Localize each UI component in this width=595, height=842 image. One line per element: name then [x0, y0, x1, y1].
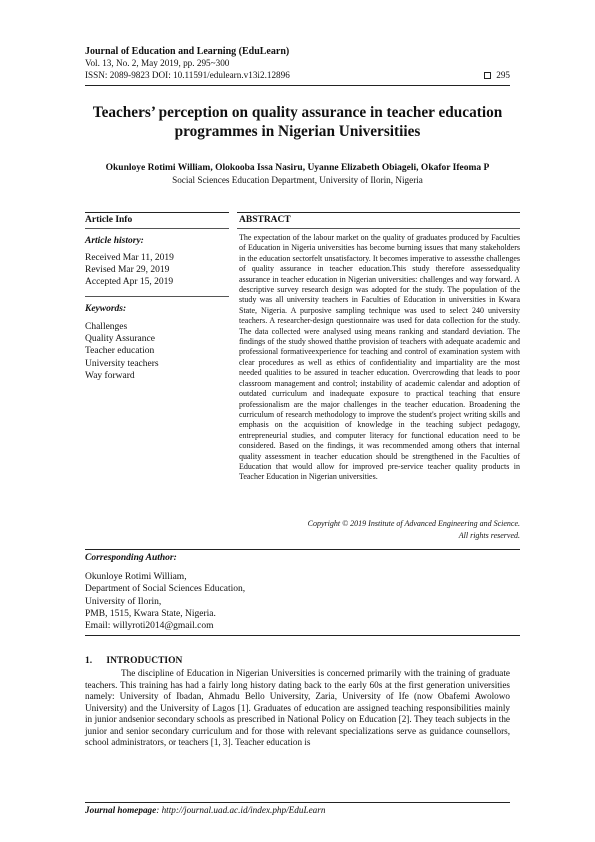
article-info-rule — [85, 228, 229, 229]
title-line-1: Teachers’ perception on quality assurance in teacher education — [92, 104, 503, 121]
keywords-rule — [85, 296, 229, 297]
corresponding-bottom-rule — [85, 635, 520, 636]
article-info-heading: Article Info — [85, 215, 133, 225]
footer-homepage — [85, 805, 325, 815]
history-received: Received Mar 11, 2019 — [85, 253, 174, 263]
corresponding-name: Okunloye Rotimi William, — [85, 572, 187, 582]
corresponding-top-rule — [85, 549, 520, 550]
abstract-top-rule — [237, 212, 520, 213]
journal-name: Journal of Education and Learning (EduLearn) — [85, 46, 290, 57]
corresponding-details — [85, 571, 245, 632]
corresponding-email: Email: willyroti2014@gmail.com — [85, 621, 214, 632]
keywords-label: Keywords: — [85, 304, 127, 314]
corresponding-department: Department of Social Sciences Education, — [85, 584, 246, 595]
journal-volume: Vol. 13, No. 2, May 2019, pp. 295~300 — [85, 58, 230, 68]
journal-issn-doi: ISSN: 2089-9823 DOI: 10.11591/edulearn.v13i2.12896 — [85, 70, 290, 80]
paper-title — [85, 104, 510, 141]
page-number: 295 — [496, 70, 510, 80]
keyword-item: Way forward — [85, 370, 135, 381]
keyword-item: Quality Assurance — [85, 334, 155, 345]
abstract-body: The expectation of the labour market on the quality of graduates produced by Faculties of Education in Nigeria universities has become burning issues that many stakeholders in the education sectorfelt unsatisfactory. It becomes imperative to assessthe challenges of quality assurance in teacher education.This study therefore assessedquality assurance in teacher education in Nigerian universities: challenges and way forward. A descriptive survey research design was adopted for the study. The population of the study was all university teachers in Faculties of Education in universities in Kwara State, Nigeria. A purposive sampling technique was used to select 240 university teachers. A researcher-design questionnaire was used for data collection for the study. The data collected were analysed using means ranking and standard deviation. The findings of the study showed thatthe provision of teachers with adequate academic and professional formativeexperience for teaching and control of examination system with clear procedures as well as ethics of confidentiality and impartiality are the most needed qualities to be assured in teacher education. Overcrowding that leads to poor classroom management and control; instability of academic calendar and adoption of outdated curriculum and inadequate exposure to practical teaching that ensure professionalism are the major challenges in the teacher education. Broadening the curriculum of research methodology to improve the student's project writing skills and emphasis on the acquisition of knowledge in the teaching subject pedagogy, entrepreneurial studies, and computer literacy for functional education need to be considered. Based on the findings, it was recommended among others that internal quality assessment in teacher education should be strengthened in the Faculties of Education that would allow for improved pre-service teacher quality products in Teacher Education in Nigerian universities. — [239, 233, 520, 482]
corresponding-label: Corresponding Author: — [85, 553, 177, 563]
copyright-line-2: All rights reserved. — [458, 530, 520, 540]
footer-rule — [85, 802, 510, 803]
footer-url[interactable]: : http://journal.uad.ac.id/index.php/EduLearn — [156, 805, 326, 815]
affiliation: Social Sciences Education Department, University of Ilorin, Nigeria — [172, 175, 423, 185]
history-accepted: Accepted Apr 15, 2019 — [85, 277, 174, 288]
title-line-2: programmes in Nigerian Universitiies — [174, 122, 421, 140]
corresponding-address: PMB, 1515, Kwara State, Nigeria. — [85, 608, 216, 619]
article-info-top-rule — [85, 212, 229, 213]
footer-label: Journal homepage — [85, 805, 157, 815]
corresponding-university: University of Ilorin, — [85, 596, 162, 607]
history-revised: Revised Mar 29, 2019 — [85, 265, 170, 276]
abstract-heading: ABSTRACT — [239, 215, 291, 225]
article-history-list — [85, 252, 174, 289]
abstract-rule — [237, 228, 520, 229]
keyword-item: Challenges — [85, 322, 128, 332]
square-icon — [484, 72, 491, 79]
article-history-label: Article history: — [85, 236, 144, 246]
keyword-item: Teacher education — [85, 346, 155, 357]
copyright-notice — [239, 518, 520, 541]
introduction-heading: 1. INTRODUCTION — [85, 656, 183, 666]
keywords-list — [85, 321, 159, 382]
author-list: Okunloye Rotimi William, Olokooba Issa Nasiru, Uyanne Elizabeth Obiageli, Okafor Ifeoma P — [105, 163, 490, 173]
header-rule — [85, 85, 510, 86]
keyword-item: University teachers — [85, 358, 159, 369]
introduction-body: The discipline of Education in Nigerian Universities is concerned primarily with the training of graduate teachers. This training has had a fairly long history dating back to the early 60s at the first generation universities namely: University of Ibadan, Ahmadu Bello University, Zaria, University of Ife (now Obafemi Awolowo University) and the University of Lagos [1]. Graduates of education are assigned teaching responsibilities mainly in junior andsenior secondary schools as prescribed in National Policy on Education [2]. They teach subjects in the junior and senior secondary curriculum and for those with relevant specializations serve as guidance counsellors, school administrators, or teachers [1, 3]. Teacher education is — [85, 668, 510, 747]
copyright-line-1: Copyright © 2019 Institute of Advanced Engineering and Science. — [307, 519, 520, 528]
